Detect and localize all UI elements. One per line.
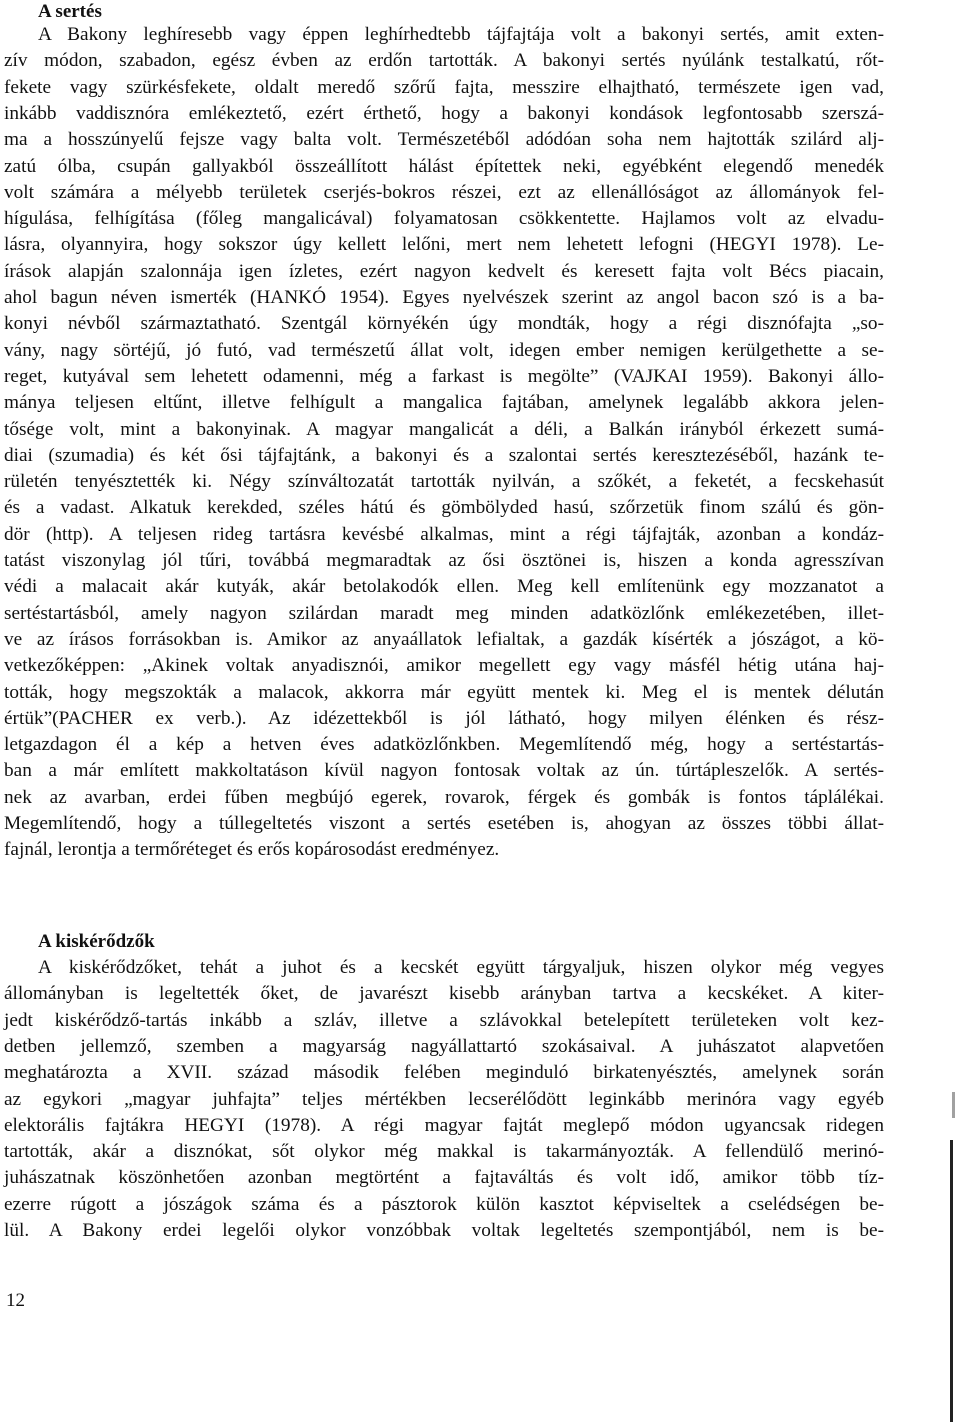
text-line: nek az avarban, erdei fűben megbújó egerek, rovarok, férgek és gombák is fontos táplálékai. <box>4 786 884 808</box>
text-line: meghatározta a XVII. század második felében meginduló birkatenyésztés, amelynek során <box>4 1062 884 1084</box>
text-line: tották, hogy megszokták a malacok, akkorra már együtt mentek ki. Meg el is mentek délután <box>4 681 884 703</box>
text-line: lül. A Bakony erdei legelői olykor vonzóbbak voltak legeltetés szempontjából, nem is be- <box>4 1220 884 1241</box>
scan-margin-mark <box>952 1092 955 1118</box>
text-line: diai (szumadia) és két ősi tájfajtánk, a bakonyi és a szalontai sertés keresztezéséből, hazánk te- <box>4 444 884 466</box>
scan-margin-rule <box>950 1140 953 1422</box>
text-line: A kiskérődzőket, tehát a juhot és a kecskét együtt tárgyaljuk, hiszen olykor még vegyes <box>38 957 884 978</box>
page-number: 12 <box>6 1290 25 1311</box>
text-line: zív módon, szabadon, egész évben az erdőn tartották. A bakonyi sertés nyúlánk testalkatú, rőt- <box>4 50 884 72</box>
section-heading-sertes: A sertés <box>38 1 102 22</box>
text-line: ban a már említett makkoltatáson kívül nagyon fontosak voltak az ún. túrtápleszelők. A sertés- <box>4 760 884 782</box>
text-line: vetkezőképpen: „Akinek voltak anyadisznói, amikor megellett egy vagy másfél hétig utána haj- <box>4 655 884 677</box>
text-line: volt számára a mélyebb területek cserjés-bokros részei, ezt az ellenállóságot az állományok fel- <box>4 181 884 203</box>
text-line: letgazdagon él a kép a hetven éves adatközlőnkben. Megemlítendő még, hogy a sertéstartás- <box>4 734 884 756</box>
text-line: juhászatnak köszönhetően azonban megtörtént a fajtaváltás és volt idő, amikor több tíz- <box>4 1167 884 1189</box>
text-line: az egykori „magyar juhfajta” teljes mértékben lecserélődött leginkább merinóra vagy egyéb <box>4 1088 884 1110</box>
text-line: védi a malacait akár kutyák, akár betolakodók ellen. Meg kell említenünk egy mozzanatot a <box>4 576 884 598</box>
text-line: tatást viszonylag jól tűri, továbbá megmaradtak az ősi ösztönei is, hiszen a konda agresszívan <box>4 550 884 571</box>
text-line: fajnál, lerontja a termőréteget és erős kopárosodást eredményez. <box>4 839 500 861</box>
text-line: dör (http). A teljesen rideg tartásra kevésbé alkalmas, mint a régi tájfajták, azonban a kondáz- <box>4 523 884 545</box>
text-line: tartották, akár a disznókat, sőt olykor még makkal is takarmányozták. A fellendülő merinó- <box>4 1141 884 1163</box>
section-heading-kiskerodzok: A kiskérődzők <box>38 931 155 952</box>
text-line: lásra, olyannyira, hogy sokszor úgy kellett lelőni, mert nem lehetett lefogni (HEGYI 1978). Le- <box>4 234 884 256</box>
text-line: ma a hosszúnyelű fejsze vagy balta volt. Természetéből adódóan soha nem hajtották szilárd alj- <box>4 129 884 151</box>
text-line: sertéstartásból, amely nagyon szilárdan maradt meg minden adatközlőnk emlékezetében, illet- <box>4 602 884 624</box>
text-line: vány, nagy sörtéjű, jó futó, vad természetű állat volt, idegen ember nemigen kerülgethette a se- <box>4 339 884 361</box>
text-line: fekete vagy szürkésfekete, oldalt meredő szőrű fajta, messzire elhajtható, természete igen vad, <box>4 76 884 98</box>
text-line: inkább vaddisznóra emlékeztető, ezért érthető, hogy a bakonyi kondások legfontosabb szerszá- <box>4 102 884 124</box>
text-line: ahol bagun néven ismerték (HANKÓ 1954). Egyes nyelvészek szerint az angol bacon szó is a ba- <box>4 287 884 308</box>
text-line: jedt kiskérődző-tartás inkább a szláv, illetve a szlávokkal betelepített területeken volt kez- <box>4 1009 884 1031</box>
text-line: ve az írásos forrásokban is. Amikor az anyaállatok lefialtak, a gazdák kísérték a jószágot, a kö- <box>4 628 884 650</box>
text-line: hígulása, felhígítása (főleg mangalicával) folyamatosan csökkentette. Hajlamos volt az elvadu- <box>4 208 884 230</box>
text-line: elektorális fajtákra HEGYI (1978). A régi magyar fajtát meglepő módon ugyancsak ridegen <box>4 1114 884 1136</box>
text-line: állományban is legeltették őket, de javarészt kisebb arányban tartva a kecskéket. A kiter- <box>4 983 884 1005</box>
text-line: és a vadast. Alkatuk kerekded, széles hátú és gömbölyded hasú, szőrzetük finom szálú és gön- <box>4 497 884 519</box>
text-line: írások alapján szalonnája igen ízletes, ezért nagyon kedvelt és keresett fajta volt Bécs piacain, <box>4 260 884 282</box>
text-line: ezerre rúgott a jószágok száma és a pásztorok külön kasztot képviseltek a cselédségen be- <box>4 1193 884 1215</box>
text-line: mánya teljesen eltűnt, illetve felhígult a mangalica fajtában, amelynek legalább akkora jelen- <box>4 392 884 414</box>
text-line: Megemlítendő, hogy a túllegeltetés viszont a sertés esetében is, ahogyan az összes többi állat- <box>4 813 884 834</box>
text-line: rületén tenyésztették ki. Négy színváltozatát tartották nyilván, a szőkét, a feketét, a fecskehasút <box>4 471 884 493</box>
text-line: konyi névből származtatható. Szentgál környékén úgy mondták, hogy a régi disznófajta „so- <box>4 313 884 335</box>
text-line: A Bakony leghíresebb vagy éppen leghírhedtebb tájfajtája volt a bakonyi sertés, amit exten- <box>38 24 884 45</box>
text-line: detben jellemző, szemben a magyarság nagyállattartó szokásaival. A juhászatot alapvetően <box>4 1035 884 1057</box>
text-line: reget, kutyával sem lehetett odamenni, még a farkast is megölte” (VAJKAI 1959). Bakonyi állo- <box>4 365 884 387</box>
text-line: zatú ólba, csupán gallyakból összeállított hálást építettek neki, egyébként elegendő menedék <box>4 155 884 177</box>
text-line: értük”(PACHER ex verb.). Az idézettekből is jól látható, hogy milyen élénken és rész- <box>4 707 884 729</box>
text-line: tősége volt, mint a bakonyinak. A magyar mangalicát a déli, a Balkán irányból érkezett sumá- <box>4 418 884 440</box>
